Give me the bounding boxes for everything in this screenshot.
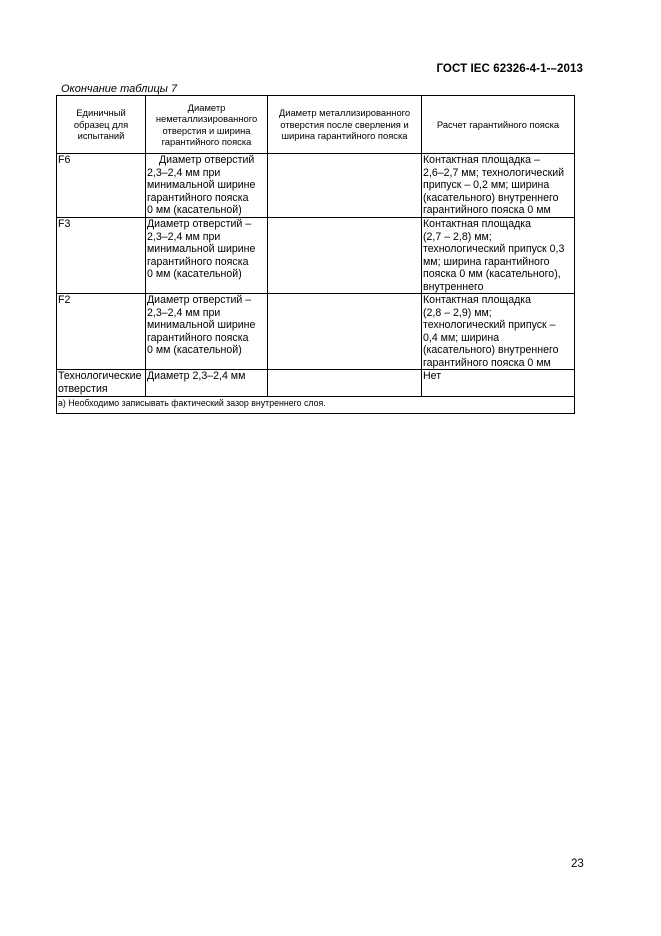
cell-calc: Контактная площадка – 2,6–2,7 мм; технологический припуск – 0,2 мм; ширина (касательного) внутреннего гарантийного пояска 0 мм [422, 154, 575, 218]
cell-calc: Контактная площадка (2,7 – 2,8) мм; технологический припуск 0,3 мм; ширина гарантийного пояска 0 мм (касательного), внутреннего [422, 218, 575, 294]
header-nonplated: Диаметр неметаллизированного отверстия и ширина гарантийного пояска [146, 96, 268, 154]
table-caption: Окончание таблицы 7 [61, 83, 178, 95]
cell-sample: F6 [57, 154, 146, 218]
cell-calc: Контактная площадка (2,8 – 2,9) мм; технологический припуск – 0,4 мм; ширина (касательного) внутреннего гарантийного пояска 0 мм [422, 294, 575, 370]
cell-plated [268, 294, 422, 370]
cell-plated [268, 218, 422, 294]
data-table [56, 95, 575, 414]
cell-nonplated: Диаметр отверстий – 2,3–2,4 мм при минимальной ширине гарантийного пояска 0 мм (касательной) [146, 218, 268, 294]
cell-sample: F2 [57, 294, 146, 370]
table-footnote: а) Необходимо записывать фактический зазор внутреннего слоя. [57, 397, 575, 414]
cell-nonplated: Диаметр отверстий – 2,3–2,4 мм при минимальной ширине гарантийного пояска 0 мм (касательной) [146, 294, 268, 370]
cell-sample: Технологические отверстия [57, 370, 146, 397]
cell-nonplated: Диаметр 2,3–2,4 мм [146, 370, 268, 397]
table-row [57, 154, 575, 218]
header-sample: Единичный образец для испытаний [57, 96, 146, 154]
cell-calc: Нет [422, 370, 575, 397]
cell-nonplated: Диаметр отверстий 2,3–2,4 мм при минимальной ширине гарантийного пояска 0 мм (касательной) [146, 154, 268, 218]
table-row [57, 294, 575, 370]
table-row [57, 370, 575, 397]
table-footnote-row [57, 397, 575, 414]
header-plated: Диаметр металлизированного отверстия после сверления и ширина гарантийного пояска [268, 96, 422, 154]
cell-plated [268, 154, 422, 218]
page-number: 23 [571, 858, 584, 870]
cell-plated [268, 370, 422, 397]
cell-sample: F3 [57, 218, 146, 294]
table-header-row [57, 96, 575, 154]
header-calc: Расчет гарантийного пояска [422, 96, 575, 154]
table-row [57, 218, 575, 294]
document-standard-header: ГОСТ IEC 62326-4-1-–2013 [436, 63, 583, 75]
